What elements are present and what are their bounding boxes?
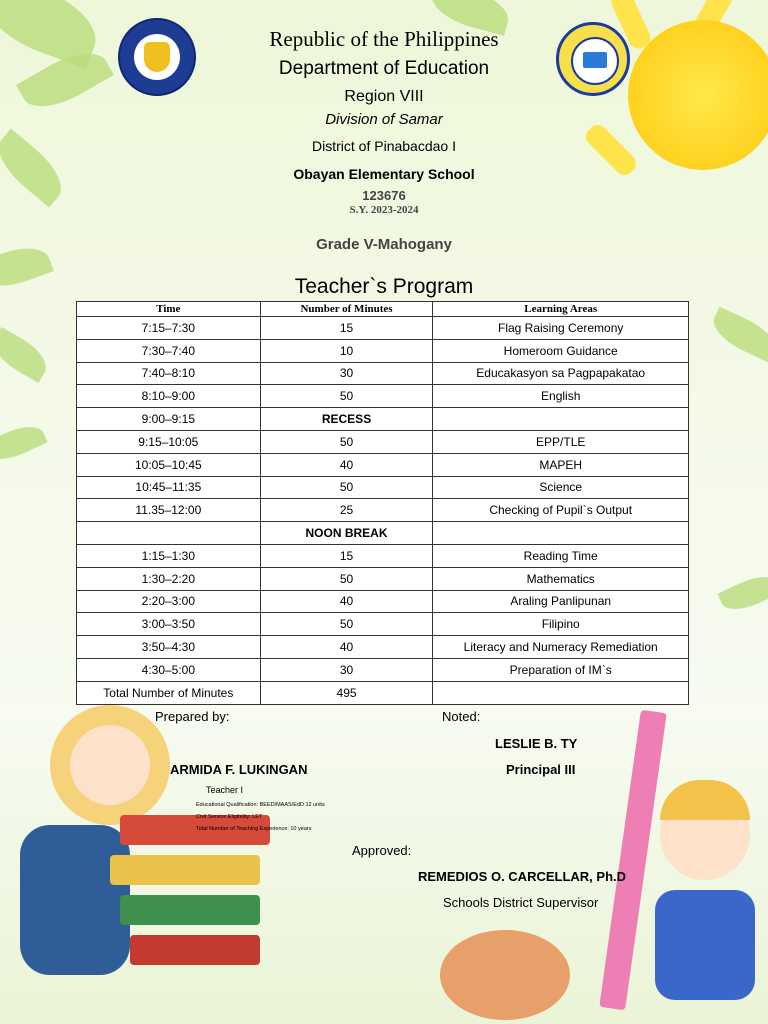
dog-illustration <box>400 910 600 1024</box>
header-minutes: Number of Minutes <box>260 302 433 317</box>
cell-minutes: 40 <box>260 636 433 659</box>
teacher-name: ARMIDA F. LUKINGAN <box>170 762 308 777</box>
cell-time: 10:05–10:45 <box>77 453 261 476</box>
table-row <box>77 499 689 522</box>
teacher-qualification: Educational Qualification: BEED/MAAS/EdD 12 units <box>196 802 325 808</box>
cell-minutes: 40 <box>260 453 433 476</box>
cell-minutes: 15 <box>260 544 433 567</box>
cell-time: 7:40–8:10 <box>77 362 261 385</box>
republic-heading: Republic of the Philippines <box>269 27 499 51</box>
table-row <box>77 567 689 590</box>
cell-time: 1:30–2:20 <box>77 567 261 590</box>
cell-learning-area: EPP/TLE <box>433 430 689 453</box>
department-heading: Department of Education <box>278 58 490 79</box>
table-row <box>77 544 689 567</box>
child-with-books-illustration <box>10 705 270 1024</box>
cell-minutes: RECESS <box>260 408 433 431</box>
cell-minutes: 50 <box>260 613 433 636</box>
cell-minutes: 40 <box>260 590 433 613</box>
cell-time: 7:15–7:30 <box>77 317 261 340</box>
principal-title: Principal III <box>506 762 576 777</box>
cell-learning-area: Mathematics <box>433 567 689 590</box>
cell-time: 9:00–9:15 <box>77 408 261 431</box>
cell-learning-area: Filipino <box>433 613 689 636</box>
school-id: 123676 <box>362 188 406 203</box>
table-row <box>77 317 689 340</box>
cell-time: 11.35–12:00 <box>77 499 261 522</box>
cell-time: 1:15–1:30 <box>77 544 261 567</box>
cell-time: 2:20–3:00 <box>77 590 261 613</box>
cell-learning-area: Preparation of IM`s <box>433 658 689 681</box>
boy-with-pencil-illustration <box>600 710 768 1024</box>
cell-learning-area: Reading Time <box>433 544 689 567</box>
cell-time: 10:45–11:35 <box>77 476 261 499</box>
cell-minutes: 50 <box>260 567 433 590</box>
schedule-table <box>76 301 689 705</box>
header-time: Time <box>77 302 261 317</box>
supervisor-title: Schools District Supervisor <box>443 895 599 910</box>
cell-learning-area: Checking of Pupil`s Output <box>433 499 689 522</box>
cell-time: 3:50–4:30 <box>77 636 261 659</box>
cell-learning-area <box>433 522 689 545</box>
cell-minutes: 30 <box>260 362 433 385</box>
table-row <box>77 636 689 659</box>
table-row <box>77 385 689 408</box>
program-title: Teacher`s Program <box>294 275 474 298</box>
table-row <box>77 613 689 636</box>
cell-minutes: 15 <box>260 317 433 340</box>
cell-time: 7:30–7:40 <box>77 339 261 362</box>
supervisor-name: REMEDIOS O. CARCELLAR, Ph.D <box>418 869 627 884</box>
cell-time <box>77 522 261 545</box>
cell-minutes: 30 <box>260 658 433 681</box>
region-heading: Region VIII <box>344 88 424 105</box>
table-row <box>77 658 689 681</box>
table-row <box>77 476 689 499</box>
teacher-title: Teacher I <box>206 785 244 795</box>
cell-learning-area: Educakasyon sa Pagpapakatao <box>433 362 689 385</box>
cell-learning-area: Science <box>433 476 689 499</box>
teacher-experience: Total Number of Teaching Experience: 10 years <box>196 826 312 832</box>
cell-minutes: NOON BREAK <box>260 522 433 545</box>
teacher-eligibility: Civil Service Eligibility: LET <box>196 814 263 820</box>
cell-time: 4:30–5:00 <box>77 658 261 681</box>
cell-learning-area: Literacy and Numeracy Remediation <box>433 636 689 659</box>
approved-label: Approved: <box>352 843 412 858</box>
district-heading: District of Pinabacdao I <box>312 138 456 154</box>
prepared-by-label: Prepared by: <box>155 709 230 724</box>
cell-learning-area: Homeroom Guidance <box>433 339 689 362</box>
table-row <box>77 590 689 613</box>
cell-minutes: 10 <box>260 339 433 362</box>
table-row <box>77 681 689 704</box>
table-row <box>77 430 689 453</box>
table-header-row <box>77 302 689 317</box>
table-row <box>77 362 689 385</box>
cell-minutes: 495 <box>260 681 433 704</box>
cell-learning-area: Flag Raising Ceremony <box>433 317 689 340</box>
cell-learning-area <box>433 408 689 431</box>
table-row <box>77 453 689 476</box>
school-name: Obayan Elementary School <box>293 166 475 182</box>
table-row <box>77 522 689 545</box>
school-year: S.Y. 2023-2024 <box>349 204 419 216</box>
cell-minutes: 25 <box>260 499 433 522</box>
division-heading: Division of Samar <box>325 111 443 128</box>
cell-minutes: 50 <box>260 430 433 453</box>
table-row <box>77 339 689 362</box>
cell-minutes: 50 <box>260 385 433 408</box>
grade-section: Grade V-Mahogany <box>316 236 452 253</box>
noted-label: Noted: <box>442 709 481 724</box>
cell-learning-area <box>433 681 689 704</box>
cell-learning-area: Araling Panlipunan <box>433 590 689 613</box>
cell-learning-area: MAPEH <box>433 453 689 476</box>
principal-name: LESLIE B. TY <box>495 736 578 751</box>
cell-minutes: 50 <box>260 476 433 499</box>
cell-time: 8:10–9:00 <box>77 385 261 408</box>
cell-time: 9:15–10:05 <box>77 430 261 453</box>
header-learning-areas: Learning Areas <box>433 302 689 317</box>
cell-learning-area: English <box>433 385 689 408</box>
table-row <box>77 408 689 431</box>
cell-time: Total Number of Minutes <box>77 681 261 704</box>
cell-time: 3:00–3:50 <box>77 613 261 636</box>
